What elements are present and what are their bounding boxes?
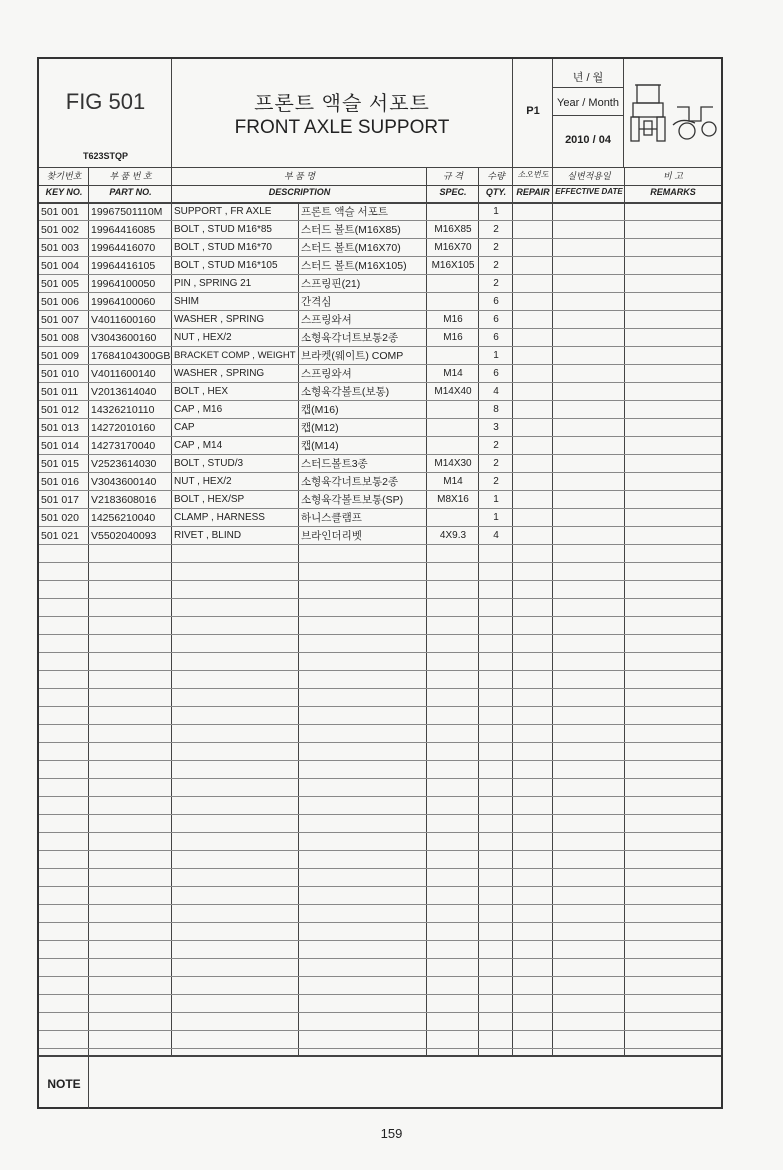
part-no: 14256210040	[91, 512, 156, 524]
description-ko: 스프링와셔	[301, 314, 352, 326]
table-row	[39, 401, 721, 419]
key-no: 501 012	[41, 404, 79, 416]
key-no: 501 004	[41, 260, 79, 272]
row-rule	[39, 724, 721, 725]
qty: 3	[493, 422, 499, 433]
row-rule	[39, 814, 721, 815]
table-row	[39, 473, 721, 491]
parts-sheet	[37, 57, 723, 1109]
table-row	[39, 419, 721, 437]
key-no: 501 021	[41, 530, 79, 542]
key-no: 501 015	[41, 458, 79, 470]
col-qty-en: QTY.	[485, 187, 507, 197]
col-qty-ko: 수량	[487, 171, 505, 181]
row-rule	[39, 652, 721, 653]
qty: 4	[493, 530, 499, 541]
qty: 2	[493, 476, 499, 487]
table-row	[39, 347, 721, 365]
fig-number: FIG 501	[65, 89, 146, 114]
qty: 2	[493, 260, 499, 271]
qty: 6	[493, 314, 499, 325]
part-no: V5502040093	[91, 530, 157, 542]
description: SUPPORT , FR AXLE	[174, 206, 272, 217]
row-rule	[39, 634, 721, 635]
note-label: NOTE	[47, 1077, 81, 1091]
description: CAP , M16	[174, 404, 223, 415]
table-row	[39, 257, 721, 275]
part-no: 14273170040	[91, 440, 156, 452]
table-row	[39, 293, 721, 311]
spec: M16	[443, 332, 463, 343]
part-no: V3043600140	[91, 476, 157, 488]
description: SHIM	[174, 296, 199, 307]
key-no: 501 017	[41, 494, 79, 506]
spec: M16X85	[434, 224, 472, 235]
col-key-ko: 찾기번호	[46, 171, 82, 181]
table-row	[39, 203, 721, 221]
part-no: V2523614030	[91, 458, 157, 470]
spec	[427, 509, 479, 527]
spec	[427, 437, 479, 455]
description: NUT , HEX/2	[174, 332, 232, 343]
description: CAP , M14	[174, 440, 223, 451]
qty: 2	[493, 242, 499, 253]
row-rule	[39, 706, 721, 707]
row-rule	[39, 670, 721, 671]
description: CAP	[174, 422, 195, 433]
qty: 1	[493, 206, 499, 217]
row-rule	[39, 1048, 721, 1049]
page-number: 159	[380, 1126, 403, 1141]
part-no: 14326210110	[91, 404, 155, 416]
qty: 6	[493, 332, 499, 343]
col-eff-en: EFFECTIVE DATE	[555, 187, 623, 196]
description: WASHER , SPRING	[174, 368, 265, 379]
year-month-label-ko: 년 / 월	[572, 72, 604, 84]
key-no: 501 009	[41, 350, 79, 362]
description-ko: 캡(M16)	[301, 404, 339, 416]
row-rule	[39, 688, 721, 689]
spec: M16	[443, 314, 463, 325]
key-no: 501 007	[41, 314, 79, 326]
row-rule	[39, 940, 721, 941]
row-rule	[39, 958, 721, 959]
col-repair-en: REPAIR	[516, 187, 550, 197]
description-ko: 스터드 볼트(M16X70)	[301, 242, 401, 254]
title-korean: 프론트 액슬 서포트	[254, 93, 430, 115]
description: BRACKET COMP , WEIGHT	[174, 350, 296, 361]
key-no: 501 006	[41, 296, 79, 308]
table-row	[39, 383, 721, 401]
description: BOLT , HEX	[174, 386, 229, 397]
table-row	[39, 491, 721, 509]
table-row	[39, 221, 721, 239]
key-no: 501 008	[41, 332, 79, 344]
spec: M16X70	[434, 242, 472, 253]
key-no: 501 013	[41, 422, 79, 434]
part-no: 19964416105	[91, 260, 156, 272]
key-no: 501 001	[41, 206, 79, 218]
qty: 1	[493, 512, 499, 523]
table-row	[39, 239, 721, 257]
col-part-en: PART NO.	[109, 187, 152, 197]
table-row	[39, 311, 721, 329]
qty: 2	[493, 278, 499, 289]
spec: 4X9.3	[439, 530, 467, 541]
spec	[427, 293, 479, 311]
description-ko: 캡(M14)	[301, 440, 339, 452]
row-rule	[39, 580, 721, 581]
col-spec-ko: 규 격	[443, 171, 463, 181]
part-no: 19964416085	[91, 224, 156, 236]
qty: 8	[493, 404, 499, 415]
spec: M14	[443, 368, 463, 379]
qty: 2	[493, 458, 499, 469]
description-ko: 소형육각볼트보통(SP)	[301, 494, 404, 506]
row-rule	[39, 778, 721, 779]
part-no: V4011600160	[91, 314, 156, 326]
part-no: V2013614040	[91, 386, 157, 398]
table-row	[39, 455, 721, 473]
part-no: V4011600140	[91, 368, 156, 380]
spec: M14X30	[434, 458, 472, 469]
row-rule	[39, 742, 721, 743]
description-ko: 브라인더리벳	[301, 530, 362, 542]
description: BOLT , STUD M16*85	[174, 224, 272, 235]
tractor-illustration	[629, 77, 719, 147]
description-ko: 프론트 액슬 서포트	[301, 206, 388, 218]
table-row	[39, 365, 721, 383]
col-desc-ko: 부 품 명	[283, 171, 316, 181]
table-row	[39, 437, 721, 455]
qty: 6	[493, 296, 499, 307]
spec: M14X40	[434, 386, 472, 397]
description: CLAMP , HARNESS	[174, 512, 265, 523]
description-ko: 소형육각볼트(보통)	[301, 386, 390, 398]
qty: 1	[493, 350, 499, 361]
key-no: 501 014	[41, 440, 79, 452]
part-no: 17684104300GB	[91, 350, 171, 362]
key-no: 501 002	[41, 224, 79, 236]
page-code: P1	[526, 105, 540, 117]
description-ko: 소형육각너트보통2종	[301, 332, 399, 344]
part-no: 19964100050	[91, 278, 156, 290]
part-no: V2183608016	[91, 494, 157, 506]
spec: M14	[443, 476, 463, 487]
key-no: 501 010	[41, 368, 79, 380]
description-ko: 스프링핀(21)	[301, 278, 361, 290]
col-repair-ko: 소오번도	[517, 170, 549, 179]
row-rule	[39, 976, 721, 977]
row-rule	[39, 796, 721, 797]
qty: 4	[493, 386, 499, 397]
row-rule	[39, 868, 721, 869]
row-rule	[39, 1012, 721, 1013]
col-eff-ko: 실변적용일	[567, 171, 611, 181]
fig-code: T623STQP	[82, 151, 129, 161]
table-row	[39, 527, 721, 545]
spec: M16X105	[431, 260, 475, 271]
description: BOLT , HEX/SP	[174, 494, 245, 505]
col-remarks-ko: 비 고	[663, 171, 683, 181]
col-spec-en: SPEC.	[439, 187, 467, 197]
qty: 1	[493, 494, 499, 505]
description-ko: 스터드 볼트(M16X85)	[301, 224, 401, 236]
col-remarks-en: REMARKS	[650, 187, 696, 197]
description: NUT , HEX/2	[174, 476, 232, 487]
description: BOLT , STUD M16*70	[174, 242, 272, 253]
year-month-label-en: Year / Month	[557, 97, 619, 109]
table-row	[39, 509, 721, 527]
description-ko: 캡(M12)	[301, 422, 339, 434]
description-ko: 소형육각너트보통2종	[301, 476, 399, 488]
row-rule	[39, 562, 721, 563]
part-no: 19967501110M	[91, 206, 163, 218]
year-month-value: 2010 / 04	[565, 134, 611, 146]
row-rule	[39, 994, 721, 995]
qty: 2	[493, 440, 499, 451]
row-rule	[39, 616, 721, 617]
key-no: 501 003	[41, 242, 79, 254]
row-rule	[39, 760, 721, 761]
part-no: V3043600160	[91, 332, 157, 344]
row-rule	[39, 1030, 721, 1031]
description: WASHER , SPRING	[174, 314, 265, 325]
key-no: 501 016	[41, 476, 79, 488]
qty: 2	[493, 224, 499, 235]
table-row	[39, 329, 721, 347]
spec	[427, 203, 479, 221]
description-ko: 간격심	[301, 296, 332, 308]
row-rule	[39, 886, 721, 887]
spec: M8X16	[437, 494, 469, 505]
row-rule	[39, 598, 721, 599]
description: PIN , SPRING 21	[174, 278, 252, 289]
row-rule	[39, 904, 721, 905]
row-rule	[39, 922, 721, 923]
table-row	[39, 275, 721, 293]
qty: 6	[493, 368, 499, 379]
title-english: FRONT AXLE SUPPORT	[234, 117, 450, 138]
part-no: 14272010160	[91, 422, 156, 434]
description-ko: 스터드볼트3종	[301, 458, 368, 470]
key-no: 501 011	[41, 386, 79, 398]
spec	[427, 275, 479, 293]
description-ko: 스프링와셔	[301, 368, 352, 380]
description: BOLT , STUD M16*105	[174, 260, 278, 271]
part-no: 19964100060	[91, 296, 156, 308]
description: BOLT , STUD/3	[174, 458, 244, 469]
description-ko: 스터드 볼트(M16X105)	[301, 260, 407, 272]
key-no: 501 005	[41, 278, 79, 290]
col-key-en: KEY NO.	[45, 187, 83, 197]
spec	[427, 347, 479, 365]
description-ko: 하니스클램프	[301, 512, 362, 524]
part-no: 19964416070	[91, 242, 156, 254]
description: RIVET , BLIND	[174, 530, 242, 541]
row-rule	[39, 832, 721, 833]
description-ko: 브라켓(웨이트) COMP	[301, 350, 404, 362]
col-part-ko: 부 품 번 호	[109, 171, 152, 181]
key-no: 501 020	[41, 512, 79, 524]
row-rule	[39, 850, 721, 851]
spec	[427, 419, 479, 437]
col-desc-en: DESCRIPTION	[268, 187, 331, 197]
spec	[427, 401, 479, 419]
